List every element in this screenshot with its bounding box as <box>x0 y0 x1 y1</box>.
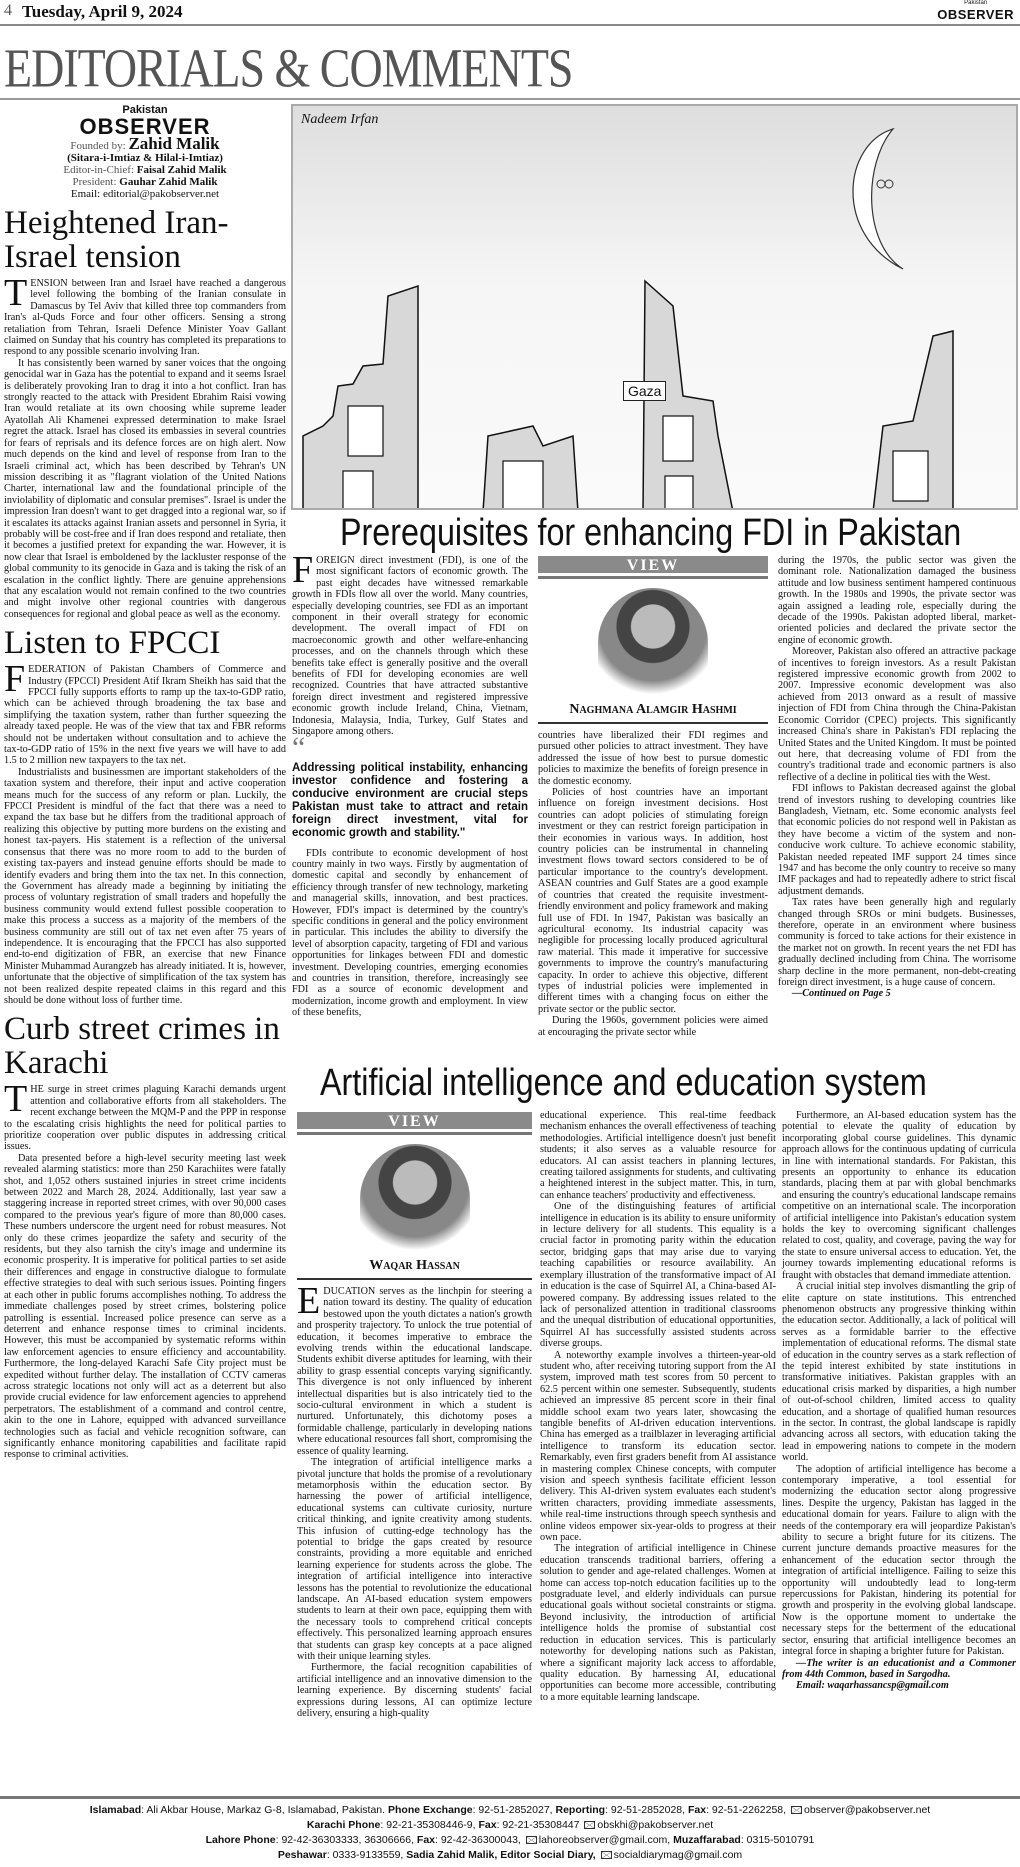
masthead-email: Email: editorial@pakobserver.net <box>70 188 220 200</box>
email-link[interactable]: observer@pakobserver.net <box>803 1804 931 1816</box>
page-header <box>0 0 1020 26</box>
editorial-body: FEDERATION of Pakistan Chambers of Commerce and Industry (FPCCI) President Atif Ikram Sheikh has said that the FPCCI fully supports efforts to ramp up the tax-to-GDP ratio, which can be achieved through broadening the tax base and simplifying the taxation system, rather than further squeezing the already taxed people. He was of the view that tax and FBR reforms should not be undertaken without consultation and to achieve the tax-to-GDP ratio of 15% in the next five years we will have to add 1.5 to 2 million new taxpayers to the tax net. Industrialists and businessmen are important stakeholders of the taxation system and therefore, their input and active cooperation means much for the success of any reform or plan. Luckily, the FPCCI President is mindful of the fact that there was a need to expand the tax base but he differs from the traditional approach of realizing this objective by putting more burdens on the existing and honest tax-payers. His statement is a reflection of the universal consensus that there was no more room to add to the burden of existing tax-payers and instead genuine efforts should be made to identify evaders and bring them into the tax net. In this connection, the Government has already made a beginning by initiating the process of voluntary registration of small traders and hopefully the business community would extend fullest possible cooperation to make this process a success as a majority of the members of the business community are still out of tax net even after 75 years of independence. It is encouraging that the FPCCI has also supported end-to-end digitization of FBR, an exercise that new Finance Minister Muhammad Aurangzeb has already initiated. It is, however, unfortunate that the objective of simplification of the tax system has not been realized despite repeated claims in this regard and this should be done without loss of further time. <box>4 658 286 1006</box>
author-name: Naghmana Alamgir Hashmi <box>538 702 768 724</box>
section-divider <box>0 98 1020 100</box>
editorial-body: THE surge in street crimes plaguing Karachi demands urgent attention and collaborative efforts from all stakeholders. The recent exchange between the MQM-P and the PPP in response to the escalating crisis highlights the need for political parties to prioritize cooperation over public disputes in addressing critical issues. Data presented before a high-level security meeting last week revealed alarming statistics: more than 250 Karachiites were fatally shot, and 1,052 others sustained injuries in street crime incidents between 2022 and March 28, 2024. Additionally, last year saw a staggering increase in reported street crimes, with over 90,000 cases compared to the previous year's figure of more than 80,000 cases. These numbers underscore the urgent need for robust measures. Not only do these crimes jeopardize the safety and security of the residents, but they also tarnish the city's image and undermine its economic prosperity. It is imperative for political parties to set aside their differences and engage in constructive dialogue to formulate effective strategies to deal with such serious issues. Pointing fingers at each other in public forums accomplishes nothing. To address the immediate challenges posed by street crimes, bolstering police patrolling is essential. Increased police presence can serve as a deterrent and enhance response times to criminal incidents. However, this must be accompanied by systematic reforms within law enforcement agencies to ensure efficiency and accountability. Furthermore, the long-delayed Karachi Safe City project must be expedited without further delay. The installation of CCTV cameras across strategic locations not only will act as a deterrent but also provide crucial evidence for law enforcement agencies to apprehend perpetrators. The establishment of a command and control centre, akin to the one in Lahore, equipped with advanced surveillance technologies such as facial and vehicle recognition software, can significantly enhance monitoring capabilities and facilitate rapid response to criminal activities. <box>4 1078 286 1461</box>
drop-cap: F <box>4 658 26 701</box>
section-title: EDITORIALS & COMMENTS <box>4 37 573 99</box>
view-label: VIEW <box>538 556 768 576</box>
envelope-icon <box>601 1851 612 1859</box>
footer-divider <box>0 1796 1020 1799</box>
envelope-icon <box>791 1806 802 1814</box>
author-email[interactable]: Email: waqarhassancsp@gmail.com <box>796 1680 949 1692</box>
continued-note[interactable]: —Continued on Page 5 <box>792 988 891 1000</box>
editorial-cartoon <box>291 104 1018 510</box>
view-label: VIEW <box>297 1112 532 1132</box>
article-column: FOREIGN direct investment (FDI), is one of the most significant factors of economic growth. The past eight decades have witnessed remarkable growth in FDIs flow all over the world. Many countries, especially developing countries, see FDI as an important component in their overall strategy for economic development. The overall impact of FDI on macroeconomic growth and other welfare-enhancing processes, and on the channels through which these benefits take effect is generally positive and the overall benefits of FDI for developing economies are well recognized. Countries that have attracted substantive foreign direct investment and registered impressive economic growth include Ireland, China, Vietnam, Indonesia, Malaysia, India, Turkey, Gulf States and Singapore among others. “ Addressing political instability, enhancing investor confidence and fostering a conducive environment are crucial steps Pakistan must take to attract and retain foreign direct investment, vital for economic growth and stability." FDIs contribute to economic development of host country mainly in two ways. Firstly by augmentation of domestic capital and secondly by enhancement of efficiency through transfer of new technology, marketing and managerial skills, innovation, and best practices. However, FDI's impact is determined by the country's specific conditions in general and the policy environment in particular. This includes the ability to diversify the level of absorption capacity, targeting of FDI and various opportunities for linkages between FDI and domestic investment. Developing countries, emerging economies and countries in transition, therefore, increasingly see FDI as a source of economic development and modernization, income growth and employment. In view of these benefits, <box>292 549 528 1019</box>
article-column: EDUCATION serves as the linchpin for steering a nation toward its destiny. The quality of education bestowed upon the youth dictates a nation's growth and prosperity trajectory. To unlock the true potential of education, it becomes imperative to embrace the evolving trends within the educational landscape. Students exhibit diverse aptitudes for learning, with their ability to grasp essential concepts varying significantly. This divergence is not only influenced by inherent intellectual disparities but is also intricately tied to the socio-cultural environment in which a student is nurtured. Unfortunately, this dichotomy poses a formidable challenge, particularly in developing nations where educational resources fall short, compromising the essence of quality learning. The integration of artificial intelligence marks a pivotal juncture that holds the promise of a revolutionary metamorphosis within the education sector. By harnessing the power of artificial intelligence, educational systems can cultivate curiosity, nurture critical thinking, and ignite creativity among students. This infusion of cutting-edge technology has the potential to bridge the gaps created by resource constraints, providing a more equitable and enriched learning experience for students across the globe. The integration of artificial intelligence into interactive lessons has the potential to revolutionize the educational landscape. An AI-based education system empowers students to learn at their own pace, equipping them with the necessary tools to comprehend critical concepts effectively. This personalized learning approach ensures that students can grasp key concepts at a pace aligned with their unique learning styles. Furthermore, the facial recognition capabilities of artificial intelligence and an innovative dimension to the learning experience. By discerning students' facial expressions during lessons, AI can optimize lecture delivery, ensuring a high-quality <box>297 1280 532 1720</box>
masthead: Pakistan OBSERVER Founded by: Zahid Malik (Sitara-i-Imtiaz & Hilal-i-Imtiaz) Editor-in-Chief: Faisal Zahid Malik President: Gauhar Zahid Malik Email: editorial@pakobserver.net <box>4 104 286 200</box>
envelope-icon <box>526 1836 537 1844</box>
author-box <box>538 556 768 1038</box>
crescent-moon-icon <box>823 124 943 274</box>
article-headline: Prerequisites for enhancing FDI in Pakistan <box>340 512 962 554</box>
author-photo <box>598 588 708 698</box>
page-number: 4 <box>4 2 12 19</box>
article-column: educational experience. This real-time feedback mechanism enhances the overall effectiveness of teaching methodologies. Artificial intelligence doesn't just benefit students; it also serves as a valuable resource for educators. AI can assist teachers in planning lectures, creating tailored assignments for students, and cultivating a heightened interest in the subject matter. This, in turn, can enhance teachers' productivity and effectiveness. One of the distinguishing features of artificial intelligence in education is its ability to ensure uniformity in lecture delivery for all students. This equality is a crucial factor in promoting parity within the education sector, bridging gaps that may arise due to varying teaching capabilities or resource availability. An exemplary illustration of the transformative impact of AI in education is the case of Squirrel AI, a China-based AI-powered company. By addressing issues related to the lack of personalized attention in traditional classrooms and the unequal distribution of educational opportunities, Squirrel AI has successfully assisted students across diverse groups. A noteworthy example involves a thirteen-year-old student who, after receiving tutoring support from the AI system, improved math test scores from 50 percent to 62.5 percent within one semester. Subsequently, students achieved an impressive 85 percent score in their final middle school exam two years later, showcasing the tangible benefits of AI-driven education interventions. China has emerged as a trailblazer in leveraging artificial intelligence to transform its education sector. Remarkably, even first graders benefit from AI assistance in mastering complex Chinese concepts, with computer vision and speech synthesis facilitate efficient lesson delivery. This AI-driven system evaluates each student's written characters, providing immediate assessments, while real-time instructions through speech synthesis and online videos empower six-year-olds to progress at their own pace. The integration of artificial intelligence in Chinese education transcends traditional barriers, offering a solution to gender and age-related challenges. Women at home can access top-notch education facilities up to the postgraduate level, and elderly individuals can pursue educational goals without societal constraints or stigma. Beyond inclusivity, the introduction of artificial intelligence holds the promise of substantial cost reduction in education services. This is particularly noteworthy for developing nations such as Pakistan, where a significant majority lack access to affordable, quality education. By harnessing AI, educational opportunities can become more accessible, contributing to a more equitable learning landscape. <box>540 1110 776 1703</box>
article-column: during the 1970s, the public sector was given the dominant role. Nationalization damaged the business attitude and low business sentiment hampered continuous growth. In the 1980s and 1990s, the private sector was again assigned a leading role, especially during the decade of the 1990s. Pakistan adopted liberal, market-oriented policies and declared the private sector the engine of economic growth. Moreover, Pakistan also offered an attractive package of incentives to foreign investors. As a result Pakistan registered impressive economic growth from 2002 to 2007. Impressive economic development was also achieved from 2013 onward as a result of massive injection of FDI from China through the China-Pakistan Economic Corridor (CPEC) projects. This significantly increased China's share in Pakistan's FDI replacing the United States and the United Kingdom. It must be pointed out here, that decreasing volume of FDI from the country's traditional trade and economic partners is also reflective of a decline in political ties with the West. FDI inflows to Pakistan decreased against the global trend of investors rushing to developing countries like Bangladesh, Vietnam, etc. Some economic analysts feel that economic policies do not respond well in Pakistan as they have become a victim of the system and non-conducive work culture. To achieve economic stability, Pakistan needed repeated IMF support 24 times since 1947 and has become the only country to receive so many IMF packages and had to repeatedly adhere to strict fiscal adjustment demands. Tax rates have been generally high and regularly changed through SROs or mini budgets. Businesses, therefore, operate in an environment where business community is forced to take actions for their existence in the market not on growth. In recent years the net FDI has gradually declined including from China. The worrisome sharp decline in the more permanent, non-debt-creating foreign direct investment, is a huge cause of concern. —Continued on Page 5 <box>778 555 1016 1000</box>
gaza-sign: Gaza <box>623 381 666 401</box>
issue-date: Tuesday, April 9, 2024 <box>22 2 183 21</box>
author-signoff: —The writer is an educationist and a Commoner from 44th Common, based in Sargodha. <box>782 1657 1016 1680</box>
footer-contacts: Islamabad: Ali Akbar House, Markaz G-8, Islamabad, Pakistan. Phone Exchange: 92-51-2852027, Reporting: 92-51-2852028, Fax: 92-51-2262258, observer@pakobserver.net Karachi Phone: 92-21-35308446-9, Fax: 92-21-35308447 obskhi@pakobserver.net Lahore Phone: 92-42-36303333, 36306666, Fax: 92-42-36300043, lahoreobserver@gmail.com, Muzaffarabad: 0315-5010791 Peshawar: 0333-9133559, Sadia Zahid Malik, Editor Social Diary, socialdiarymag@gmail.com <box>89 1804 931 1861</box>
cartoonist-signature: Nadeem Irfan <box>301 112 379 127</box>
editorial-headline: Listen to FPCCI <box>4 625 221 662</box>
author-name: Waqar Hassan <box>297 1258 532 1280</box>
author-box <box>297 1112 532 1719</box>
drop-cap: T <box>4 272 28 314</box>
email-link[interactable]: socialdiarymag@gmail.com <box>613 1849 743 1861</box>
drop-cap: T <box>4 1078 28 1121</box>
article-headline: Artificial intelligence and education system <box>320 1062 927 1104</box>
author-photo <box>360 1144 470 1254</box>
editorial-headline: Heightened Iran-Israel tension <box>4 205 229 275</box>
email-link[interactable]: lahoreobserver@gmail.com, <box>538 1834 674 1846</box>
envelope-icon <box>584 1821 595 1829</box>
drop-cap: F <box>292 549 314 591</box>
article-column: countries have liberalized their FDI regimes and pursued other policies to attract investment. They have addressed the issue of how best to pursue domestic policies to maximize the benefits of foreign presence in the domestic economy. Policies of host countries have an important influence on foreign investment decisions. Host countries can adopt policies of stimulating foreign investment or they can restrict foreign participation in their economies in various ways. In addition, host country policies can be instrumental in channeling investment flows toward sectors considered to be of particular importance to the country's development. ASEAN countries and Gulf States are a good example of countries that created the requisite investment-friendly environment and policy framework and making full use of FDI. In 1947, Pakistan was basically an agricultural economy. Its industrial capacity was negligible for processing locally produced agricultural raw material. This made it imperative for successive governments to improve the country's manufacturing capacity. In order to achieve this objective, different types of industrial policies were implemented in different times with a changing focus on either the private sector or the public sector. During the 1960s, government policies were aimed at encouraging the private sector while <box>538 730 768 1038</box>
drop-cap: E <box>297 1280 321 1322</box>
email-link[interactable]: obskhi@pakobserver.net <box>597 1819 714 1831</box>
editorial-body: TENSION between Iran and Israel have reached a dangerous level following the bombing of the Iranian consulate in Damascus by Tel Aviv that killed three top commanders from Iran's al-Quds Force and four other officers. Sensing a strong retaliation from Tehran, Israeli Defence Minister Yoav Gallant claimed on Sunday that his country has completed its preparations to respond to any possible scenario involving Iran. It has consistently been warned by saner voices that the ongoing genocidal war in Gaza has the potential to expand and it seems Israel is deliberately provoking Iran to drag it into a hot conflict. Iran has strongly reacted to the attack with President Ebrahim Raisi vowing Iran would retaliate at its own choosing while supreme leader Ayatollah Ali Khamenei expressed determination to make Israel regret the attack. Israel has closed its embassies in several countries for fears of reprisals and its defence forces are on high alert. Now much depends on the kind and level of response from Iran to the Israeli criminal act, which has been described by Tehran's UN mission describing it as "flagrant violation of the United Nations Charter, international law and the foundational principle of the inviolability of diplomatic and consular premises". Israel is under the impression Iran doesn't want to get dragged into a regional war, so if it escalates its attacks against Iranian assets and personnel in Syria, it probably will be cost-free and if Iran does respond and retaliate, then it becomes a justified pretext for expanding the war. However, it is now clear that Israel is emboldened by the lackluster response of the global community to its genocide in Gaza and is taking the risk of an escalation in the conflict lightly. There are genuine apprehensions that any escalation would not remain confined to the two countries and might involve other regional countries with dangerous consequences for regional and global peace as well as the economy. <box>4 272 286 620</box>
editorial-column <box>4 104 286 1461</box>
quote-icon: “ <box>292 730 306 764</box>
header-logo: Pakistan OBSERVER <box>937 0 1014 22</box>
article-column: Furthermore, an AI-based education system has the potential to elevate the quality of education by incorporating global course guidelines. This dynamic approach allows for the continuous updating of curricula in line with international standards. For Pakistan, this presents an opportunity to enhance its education standards, placing them at par with global benchmarks and ensuring the country's educational landscape remains competitive on an international scale. The incorporation of artificial intelligence into Pakistan's education system holds the key to overcoming significant challenges related to cost, quality, and coverage, paving the way for the state to ensure universal access to education. Yet, the journey towards implementing educational reforms is fraught with obstacles that demand immediate attention. A crucial initial step involves dismantling the grip of elite capture on state institutions. This entrenched phenomenon obstructs any progressive thinking within the education sector. Additionally, a lack of political will serves as a formidable barrier to the effective implementation of educational reforms. The dismal state of education in the country serves as a stark reflection of the tepid interest exhibited by state institutions in transformative initiatives. Pakistan grapples with an educational crisis marked by disparities, a high number of out-of-school children, limited access to quality education, and a shortage of qualified human resources in the sector. In contrast, the global landscape is rapidly advancing across all sectors, with education taking the lead in empowering nations to compete in the modern world. The adoption of artificial intelligence has become a contemporary imperative, a tool essential for modernizing the education sector along progressive lines. Despite the urgency, Pakistan has lagged in the educational domain for years. Failure to align with the needs of the contemporary era will jeopardize Pakistan's ability to secure a bright future for its citizens. The current juncture demands proactive measures for the enhancement of the education sector through the integration of artificial intelligence. Failing to seize this opportunity will undoubtedly lead to long-term repercussions for Pakistan, hindering its potential for growth and prosperity in the evolving global landscape. Now is the opportune moment to undertake the necessary steps for the betterment of the educational sector, ensuring that artificial intelligence becomes an integral force in shaping a brighter future for Pakistan. —The writer is an educationist and a Commoner from 44th Common, based in Sargodha. Email: waqarhassancsp@gmail.com <box>782 1110 1016 1692</box>
editorial-headline: Curb street crimes in Karachi <box>4 1011 280 1082</box>
masthead-logo: OBSERVER <box>79 114 211 139</box>
pull-quote: Addressing political instability, enhancing investor confidence and fostering a conducive environment are crucial steps Pakistan must take to attract and retain foreign direct investment, vital for economic growth and stability." <box>292 761 528 839</box>
